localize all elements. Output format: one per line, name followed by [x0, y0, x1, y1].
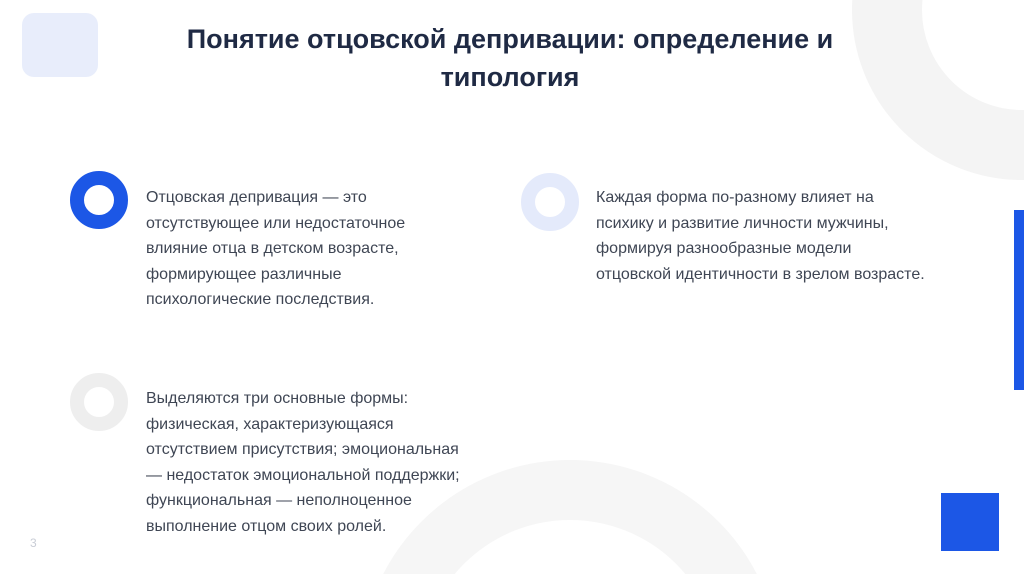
page-number: 3 [30, 536, 37, 550]
decorative-square [22, 13, 98, 77]
influence-text: Каждая форма по-разному влияет на психику и развитие личности мужчины, формируя разнообразные модели отцовской идентичности в зрелом возрасте. [596, 189, 925, 283]
ring-bullet-icon [70, 171, 128, 229]
decorative-accent-square [941, 493, 999, 551]
page-title: Понятие отцовской депривации: определение и типология [186, 24, 834, 92]
definition-text: Отцовская депривация — это отсутствующее или недостаточное влияние отца в детском возрасте, формирующее различные психологические последствия. [146, 189, 406, 308]
ring-bullet-icon [521, 173, 579, 231]
forms-text: Выделяются три основные формы: физическая, характеризующаяся отсутствием присутствия; эмоциональная — недостаток эмоциональной поддержки; функциональная — неполноценное выполнение отцом своих ролей. [146, 390, 460, 535]
decorative-accent-bar [1014, 210, 1024, 390]
ring-bullet-icon [70, 373, 128, 431]
